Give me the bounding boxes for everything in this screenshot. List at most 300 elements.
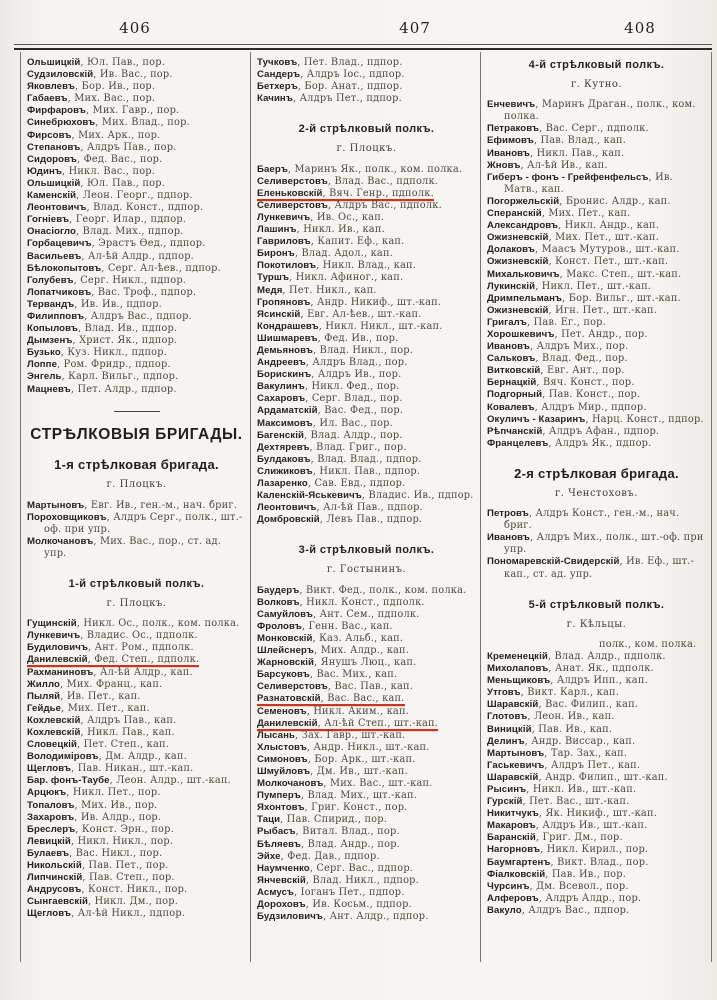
entry-text [257,490,474,501]
entry-details: , Ал-ѣй Пав., пдпор. [316,502,423,514]
entry-surname: Лысань [257,729,296,741]
entry-text [487,402,647,413]
directory-entry [27,512,246,536]
entry-text [257,176,438,187]
entry-surname: Домбровскій [257,514,320,526]
entry-details: , Ал-ѣй Никл., пдпор. [71,908,186,920]
entry-text [27,323,177,334]
directory-entry [257,887,476,899]
directory-entry [257,754,476,766]
entry-details: , Влад. Конст., пдпор. [86,202,204,214]
directory-entry [257,790,476,802]
entry-details: , Влад. Андр., пор. [301,838,400,850]
entry-details: , Влад. Григ., пор. [309,441,407,453]
entry-surname: Жарновскій [257,657,314,669]
entry-surname: Александровъ [487,220,559,232]
directory-entry [257,718,476,730]
entry-details: , Григ. Дм., пор. [535,832,623,844]
directory-entry [487,748,706,760]
entry-surname: Яхонтовъ [257,802,305,814]
directory-entry [27,190,246,202]
entry-surname: Меньщиковъ [487,675,551,687]
directory-entry [487,675,706,687]
entry-details: , Никл. Пет., пор. [66,787,161,799]
directory-entry [487,784,706,796]
entry-text [487,893,641,904]
entry-surname: Лункевичъ [257,211,311,223]
entry-text [257,272,403,283]
entry-details: , Никл. Кирил., пор. [540,844,649,856]
entry-text [27,896,178,907]
entry-surname: Нагорновъ [487,844,541,856]
entry-details: , Бронис. Алдр., кап. [559,195,671,207]
directory-entry [487,208,706,220]
entry-text [257,212,384,223]
directory-entry [27,238,246,250]
directory-entry [257,297,476,309]
entry-text [257,430,403,441]
directory-entry [487,269,706,281]
entry-list [257,585,476,924]
entry-details: , Дм. Алдр., кап. [98,751,187,763]
entry-text [27,166,155,177]
entry-surname: Таци [257,814,281,826]
directory-entry [27,618,246,630]
entry-details: , Мих. Алдр., кап. [314,645,410,657]
entry-text [27,371,178,382]
entry-surname: Горбацевичъ [27,238,92,250]
entry-text [27,299,162,310]
entry-details: , Ал-ѣй Алдр., кап. [93,666,193,678]
entry-surname: Левицкій [27,835,71,847]
entry-surname: Рахманиновъ [27,666,94,678]
entry-text [27,154,162,165]
entry-details: , Георг. Илар., пдпор. [69,214,187,226]
entry-text [257,466,420,477]
entry-text [257,200,442,211]
entry-text [27,691,141,702]
entry-details: , Левъ Пав., пдпор. [319,514,423,526]
entry-surname: Лопатчиковъ [27,286,92,298]
directory-entry [487,760,706,772]
entry-text [487,663,654,674]
entry-text [487,508,679,531]
directory-entry [257,899,476,911]
entry-text [257,297,441,308]
entry-text [27,384,177,395]
entry-surname: Симоновъ [257,753,308,765]
entry-details: , Ив. Алдр., пор. [74,811,162,823]
entry-details: , Ив. Косьм., пдпор. [305,899,412,910]
entry-surname: Гущинскій [27,618,77,630]
directory-entry [257,911,476,923]
entry-details: , Вас. Мих., кап. [309,669,398,681]
directory-entry [257,357,476,369]
entry-details: , Бор. Ив., пор. [74,81,156,93]
directory-entry [487,148,706,160]
entry-details: , Никл. Конст., пдполк. [299,596,425,608]
regiment-heading: 5-й стрѣлковый полкъ. [528,598,665,611]
entry-surname: Ясинскій [257,308,301,320]
entry-surname: Туршъ [257,272,290,284]
entry-details: , Евг. Ант., пор. [540,365,625,377]
directory-entry [487,317,706,329]
directory-entry [27,896,246,908]
entry-details: , Алдръ Мир., пдпор. [534,401,647,413]
directory-entry [27,679,246,691]
entry-details: , Влад. Никл., пор. [312,344,414,356]
directory-entry [257,309,476,321]
entry-text [27,800,158,811]
entry-surname: Ивановъ [487,341,531,353]
entry-details: , Алдръ Ипп., кап. [550,675,648,687]
directory-entry [257,778,476,790]
entry-text [487,687,619,698]
entry-details: , Алдръ Афан., пдпор. [542,425,660,437]
entry-text [27,238,206,249]
entry-text [257,224,385,235]
directory-entry [487,808,706,820]
entry-text-red-underlined [257,188,434,199]
garrison-location: г. Плоцкъ. [336,143,397,155]
entry-details: , Викт. Фед., полк., ком. полка. [299,584,467,596]
entry-text [27,787,161,798]
garrison-location: г. Кѣльцы. [566,618,627,630]
entry-details: , Влад. Никл., пдпор. [305,874,419,886]
entry-details: , Пет. Алдр., пдпор. [70,383,177,395]
directory-entry [27,226,246,238]
entry-surname: Будзиловичъ [257,911,324,923]
directory-entry [27,751,246,763]
entry-details: , Маринъ Драган., полк., ком. полка. [504,99,696,123]
entry-details: , Христ. Як., пдпор. [72,335,178,347]
entry-details: , Іоганъ Пет., пдпор. [294,886,405,898]
entry-details: , Фед. Вас., пор. [76,153,163,165]
entry-details: , Вяч. Конст., пор. [536,377,635,389]
directory-entry [257,69,476,81]
entry-details: , Сав. Евд., пдпор. [307,478,406,489]
entry-text [27,178,165,189]
directory-entry [27,275,246,287]
entry-details: , Никл. Афиног., кап. [289,272,404,284]
entry-details: , Вас. Пав., кап. [327,681,414,693]
directory-entry [487,196,706,208]
entry-surname: Сынгаевскій [27,896,89,908]
directory-entry [257,802,476,814]
entry-details: , Пав. Никан., шт.-кап. [71,763,194,775]
entry-details: , Вас. Серг., пдполк. [539,123,649,135]
entry-surname: Вакуло [487,904,522,916]
entry-surname: Баеръ [257,163,288,175]
entry-details: , Викт. Карл., кап. [520,687,620,699]
entry-details: , Вас. Никл., пор. [69,847,163,859]
entry-text [487,305,657,316]
entry-details: , Пав. Ег., пор. [526,316,606,328]
directory-entry [487,244,706,256]
entry-text [27,775,231,786]
entry-details: , Ал-ѣй Ив., кап. [520,159,608,171]
directory-entry [487,329,706,341]
entry-surname: Шаравскій [487,699,539,711]
entry-text [257,597,425,608]
entry-text [257,742,430,753]
entry-details: , Фед. Дав., пдпор. [280,850,380,862]
entry-surname: Каменскій [27,190,77,202]
entry-surname: Юдинъ [27,165,62,177]
entry-text [487,389,640,400]
directory-entry [487,341,706,353]
entry-details: , Ант. Сем., пдполк. [312,608,420,620]
entry-details: , Влад. Мих., пдпор. [75,226,184,238]
entry-surname: Габаевъ [27,93,68,105]
directory-entry [27,703,246,715]
entry-details: , Мих. Пет., кап. [61,702,150,714]
entry-text [257,814,387,825]
entry-text [27,630,198,641]
entry-text [257,381,399,392]
entry-surname: Гавриловъ [257,236,311,248]
entry-text [487,711,615,722]
entry-text [257,285,377,296]
entry-details: , Мих. Пет., кап. [541,208,631,220]
entry-details: , Никл. Пав., кап. [80,727,175,738]
entry-details: , Никл. Никл., пор. [70,835,174,847]
entry-details: , Макс. Степ., шт.-кап. [559,268,682,280]
directory-entry [487,353,706,365]
directory-entry [27,860,246,872]
entry-surname: Шишмаревъ [257,332,318,344]
column-divider-2 [480,52,481,962]
entry-text [257,442,407,453]
directory-entry [487,99,706,123]
entry-details: , Андр. Виссар., кап. [524,735,636,747]
entry-surname: Никитчукъ [487,808,539,820]
entry-surname: Наумченко [257,862,310,874]
entry-details: , Алдръ Серг., полк., шт.-оф. при упр. [44,511,243,535]
entry-details: , Ил. Вас., пор. [312,417,393,429]
directory-entry [27,251,246,263]
entry-details: , Мих. Гавр., пор. [85,105,180,117]
entry-text [257,633,403,644]
entry-surname: Данилевскій [27,654,88,666]
directory-entry [487,281,706,293]
directory-entry [27,715,246,727]
entry-surname: Подгорный [487,389,543,401]
entry-surname: Селиверстовъ [257,199,328,211]
directory-entry [487,508,706,532]
directory-entry [27,775,246,787]
directory-entry [27,311,246,323]
directory-entry [257,248,476,260]
entry-surname: Михальковичъ [487,268,560,280]
entry-text [27,359,171,370]
entry-text [487,160,608,171]
entry-surname: Францелевъ [487,437,549,449]
directory-entry [27,371,246,383]
entry-surname: Пороховщиковъ [27,511,107,523]
entry-details: , Алдръ Пет., пдпор. [292,93,402,105]
directory-entry [257,272,476,284]
entry-text [257,826,400,837]
entry-surname: Покотиловъ [257,260,317,272]
entry-details: , Алдръ Мих., пор. [530,341,629,353]
entry-list [27,57,246,396]
directory-entry [257,875,476,887]
entry-surname: Гаськевичъ [487,759,545,771]
entry-details: , Мих. Вас., пор. [67,93,156,105]
entry-details: , Нарц. Конст., пдпор. [585,413,704,425]
directory-entry [27,93,246,105]
entry-text [487,377,635,388]
directory-entry [27,836,246,848]
directory-entry [487,893,706,905]
entry-details: , Бор. Анат., пдпор. [297,81,403,93]
column-page-406 [27,57,246,921]
entry-surname: Чурсинъ [487,880,530,892]
entry-surname: Ивановъ [487,147,531,159]
directory-entry [257,81,476,93]
directory-entry [257,839,476,851]
entry-text [27,512,242,535]
entry-surname: Гропяновъ [257,296,311,308]
entry-surname: Пыляй [27,690,61,702]
entry-text [257,790,417,801]
entry-surname: Андреевъ [257,357,306,369]
entry-text [257,851,380,862]
entry-text [27,860,169,871]
entry-details: , Пав. Спирид., пор. [280,814,388,826]
entry-text [257,778,433,789]
entry-surname: Ожизневскій [487,304,549,316]
entry-surname: Онасіогло [27,226,76,238]
directory-entry [27,142,246,154]
entry-details: , Пав. Степ., пор. [82,872,175,884]
entry-text [487,532,704,555]
entry-text [27,263,221,274]
directory-entry [257,164,476,176]
entry-text [27,884,187,895]
brigade-heading: 1-я стрѣлковая бригада. [54,457,219,473]
entry-details: , Витал. Влад., пор. [295,826,400,838]
entry-surname: Самуйловъ [257,608,313,620]
directory-entry [257,212,476,224]
entry-details: , Андр. Филип., шт.-кап. [538,771,668,783]
entry-details: , Влад. Алдр., пдполк. [547,650,666,662]
entry-details: , Влад. Влад., пдпор. [310,453,422,465]
regiment-heading: 3-й стрѣлковый полкъ. [298,544,435,557]
directory-entry [487,881,706,893]
entry-text [27,824,174,835]
entry-text [27,642,194,653]
directory-entry [27,500,246,512]
entry-surname: Захаровъ [27,811,75,823]
entry-text [257,621,393,632]
entry-details: , Ал-ѣй Степ., шт.-кап. [317,717,439,729]
entry-surname: Филипповъ [27,310,85,322]
directory-entry [257,681,476,693]
entry-text [487,341,628,352]
entry-surname: Утговъ [487,687,521,699]
entry-text [257,478,405,489]
entry-text [27,836,173,847]
directory-entry [27,642,246,654]
entry-details: , Конст. Эрн., пор. [75,823,174,835]
entry-surname: Дороховъ [257,899,306,910]
directory-entry [27,69,246,81]
directory-entry [257,345,476,357]
entry-details: , Владис. Ос., пдполк. [80,630,198,642]
entry-text [27,287,196,298]
entry-details: , Фед. Ив., пор. [317,332,399,344]
entry-surname: Окуличъ - Казаринъ [487,413,586,425]
entry-surname: Щегловъ [27,908,72,920]
entry-surname: Яковлевъ [27,81,75,93]
directory-entry [27,202,246,214]
entry-text [487,675,648,686]
entry-surname: Леонтовичъ [257,502,317,514]
entry-text [487,148,624,159]
entry-text [487,651,666,662]
entry-surname: Волковъ [257,596,300,608]
entry-text [27,536,221,559]
entry-text [27,667,193,678]
directory-entry [27,263,246,275]
entry-details: , Никл. Пет., шт.-кап. [535,280,652,292]
entry-text [487,135,626,146]
entry-text [257,81,403,92]
entry-surname: Мартыновъ [27,499,85,511]
entry-text [27,93,155,104]
entry-surname: Голубевъ [27,274,74,286]
entry-text [257,645,409,656]
entry-details: , Леон. Георг., пдпор. [76,190,193,202]
entry-text [487,844,648,855]
entry-text [27,202,203,213]
entry-surname: Бетхеръ [257,81,298,93]
directory-entry [257,333,476,345]
entry-details: , Ив. Вас., пор. [93,69,173,81]
entry-text [487,905,629,916]
entry-list [487,99,706,450]
entry-surname: Григалъ [487,316,527,328]
entry-surname: Мацневъ [27,383,71,395]
entry-text [27,739,169,750]
entry-text [257,69,405,80]
entry-details: , Мих. Вас., шт.-кап. [323,778,433,790]
entry-details: , Влад. Вас., пдполк. [327,175,439,187]
entry-details: , Мих. Пет., шт.-кап. [548,232,659,244]
entry-text [487,438,651,449]
entry-details: , Юл. Пав., пор. [80,177,166,189]
entry-text [257,887,405,898]
entry-surname: Кохлевскій [27,714,81,726]
entry-text [487,232,659,243]
directory-entry [27,384,246,396]
entry-details: , Никл. Никл., шт.-кап. [318,320,443,332]
entry-text [257,911,429,922]
entry-surname: Витковскій [487,365,541,377]
directory-entry [27,908,246,920]
entry-details: , Алдръ Алдр., пор. [538,892,642,904]
entry-surname: Виницкій [487,723,532,735]
entry-text [27,763,194,774]
page-right-border [711,52,712,962]
entry-surname: Булаевъ [27,847,70,859]
entry-details: , Ив. Ос., кап. [310,211,385,223]
entry-surname: Лоппе [27,359,58,371]
directory-entry [257,633,476,645]
entry-surname: Никольскій [27,860,82,872]
